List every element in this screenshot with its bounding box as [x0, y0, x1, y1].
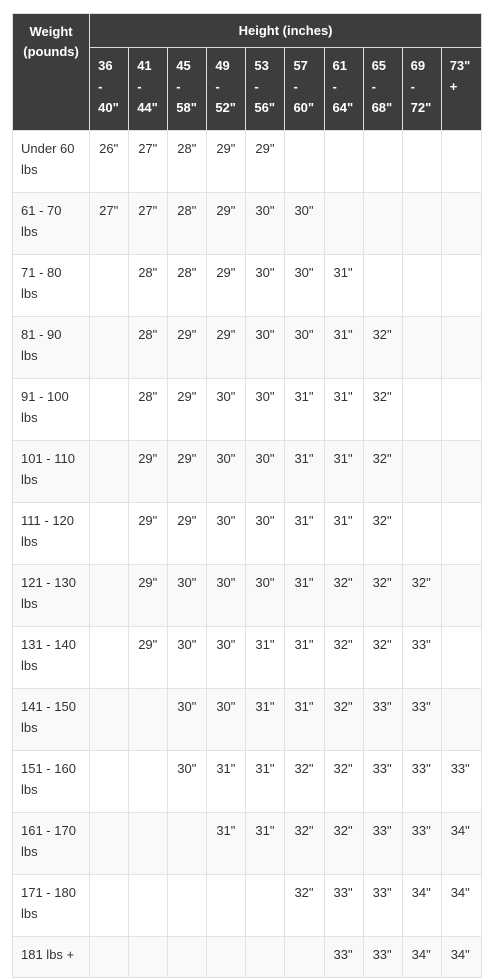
- bat-length-cell: 32": [324, 813, 363, 875]
- bat-length-cell: 31": [324, 317, 363, 379]
- weight-range-cell: 101 - 110 lbs: [13, 441, 90, 503]
- bat-length-cell: 32": [285, 813, 324, 875]
- bat-length-cell: 31": [207, 813, 246, 875]
- weight-range-cell: 91 - 100 lbs: [13, 379, 90, 441]
- bat-length-cell: [90, 503, 129, 565]
- bat-length-cell: 28": [168, 255, 207, 317]
- bat-length-cell: 29": [129, 627, 168, 689]
- bat-length-cell: [246, 937, 285, 978]
- bat-length-cell: 30": [207, 379, 246, 441]
- bat-length-cell: 30": [207, 689, 246, 751]
- bat-length-cell: 29": [168, 379, 207, 441]
- bat-length-cell: 33": [402, 689, 441, 751]
- bat-length-cell: [402, 441, 441, 503]
- bat-length-cell: 28": [168, 193, 207, 255]
- height-range-header: 36 - 40": [90, 48, 129, 131]
- weight-range-cell: 181 lbs +: [13, 937, 90, 978]
- bat-length-cell: 34": [402, 875, 441, 937]
- bat-length-cell: 29": [207, 131, 246, 193]
- weight-range-cell: Under 60 lbs: [13, 131, 90, 193]
- bat-length-cell: 32": [402, 565, 441, 627]
- bat-length-cell: 27": [129, 193, 168, 255]
- bat-length-cell: [129, 875, 168, 937]
- weight-range-cell: 151 - 160 lbs: [13, 751, 90, 813]
- bat-length-cell: 31": [285, 689, 324, 751]
- bat-length-cell: 32": [363, 565, 402, 627]
- bat-length-cell: 30": [207, 627, 246, 689]
- height-range-header: 61 - 64": [324, 48, 363, 131]
- bat-length-cell: [402, 193, 441, 255]
- height-range-header: 41 - 44": [129, 48, 168, 131]
- table-row: [13, 875, 482, 937]
- bat-length-cell: 33": [324, 937, 363, 978]
- table-row: [13, 503, 482, 565]
- bat-length-cell: [90, 937, 129, 978]
- height-range-header: 65 - 68": [363, 48, 402, 131]
- bat-length-cell: 33": [363, 937, 402, 978]
- bat-length-cell: [90, 689, 129, 751]
- bat-length-cell: [90, 441, 129, 503]
- bat-length-cell: 32": [363, 317, 402, 379]
- bat-length-cell: 29": [207, 193, 246, 255]
- bat-length-cell: 32": [363, 503, 402, 565]
- bat-length-cell: 32": [363, 627, 402, 689]
- weight-range-cell: 141 - 150 lbs: [13, 689, 90, 751]
- bat-length-cell: [363, 131, 402, 193]
- bat-length-cell: 30": [168, 689, 207, 751]
- bat-length-cell: 33": [363, 751, 402, 813]
- weight-range-cell: 111 - 120 lbs: [13, 503, 90, 565]
- bat-length-cell: [441, 627, 481, 689]
- bat-length-cell: [441, 379, 481, 441]
- bat-length-cell: [168, 937, 207, 978]
- bat-length-cell: 29": [207, 317, 246, 379]
- bat-length-cell: 34": [441, 875, 481, 937]
- bat-length-cell: 34": [441, 813, 481, 875]
- bat-length-cell: [324, 193, 363, 255]
- bat-length-cell: [285, 131, 324, 193]
- bat-length-cell: 31": [324, 503, 363, 565]
- bat-length-cell: [168, 875, 207, 937]
- bat-length-cell: 31": [285, 503, 324, 565]
- bat-length-cell: 29": [129, 503, 168, 565]
- table-row: [13, 751, 482, 813]
- bat-length-cell: [363, 255, 402, 317]
- bat-length-cell: [441, 565, 481, 627]
- table-row: [13, 689, 482, 751]
- weight-range-cell: 81 - 90 lbs: [13, 317, 90, 379]
- bat-length-cell: 33": [363, 813, 402, 875]
- bat-length-cell: 32": [324, 565, 363, 627]
- weight-range-cell: 61 - 70 lbs: [13, 193, 90, 255]
- bat-length-cell: 34": [402, 937, 441, 978]
- bat-length-cell: 30": [207, 441, 246, 503]
- bat-length-cell: 29": [246, 131, 285, 193]
- table-header: [13, 14, 482, 131]
- bat-length-cell: 32": [324, 751, 363, 813]
- bat-length-cell: [441, 317, 481, 379]
- bat-length-cell: 31": [285, 441, 324, 503]
- table-row: [13, 193, 482, 255]
- bat-length-cell: 31": [285, 565, 324, 627]
- bat-length-cell: 33": [441, 751, 481, 813]
- table-row: [13, 131, 482, 193]
- bat-length-cell: 31": [285, 627, 324, 689]
- bat-length-cell: [90, 379, 129, 441]
- bat-length-cell: 30": [285, 317, 324, 379]
- height-column-group-header: Height (inches): [90, 14, 482, 48]
- bat-length-cell: [246, 875, 285, 937]
- bat-length-cell: 33": [402, 751, 441, 813]
- bat-length-cell: [285, 937, 324, 978]
- bat-length-cell: 30": [246, 379, 285, 441]
- bat-length-cell: 28": [129, 317, 168, 379]
- bat-length-cell: [129, 813, 168, 875]
- bat-length-cell: [441, 255, 481, 317]
- weight-column-header: Weight (pounds): [13, 14, 90, 131]
- bat-length-cell: [441, 131, 481, 193]
- bat-length-cell: 32": [285, 875, 324, 937]
- bat-length-cell: 34": [441, 937, 481, 978]
- bat-length-cell: 31": [246, 627, 285, 689]
- bat-length-cell: 32": [324, 627, 363, 689]
- table-body: [13, 131, 482, 978]
- bat-length-cell: [363, 193, 402, 255]
- bat-length-cell: 30": [285, 193, 324, 255]
- table-row: [13, 813, 482, 875]
- bat-length-cell: 33": [402, 813, 441, 875]
- bat-length-cell: [129, 751, 168, 813]
- bat-length-cell: 30": [246, 193, 285, 255]
- bat-length-cell: [441, 503, 481, 565]
- bat-length-cell: 33": [324, 875, 363, 937]
- size-chart: [12, 13, 482, 978]
- bat-length-cell: 31": [246, 751, 285, 813]
- bat-length-cell: 29": [207, 255, 246, 317]
- bat-length-cell: [90, 813, 129, 875]
- bat-length-cell: [207, 875, 246, 937]
- bat-length-cell: 32": [285, 751, 324, 813]
- bat-length-cell: [90, 317, 129, 379]
- bat-length-cell: 30": [246, 565, 285, 627]
- bat-length-cell: 32": [363, 441, 402, 503]
- bat-length-cell: 29": [168, 317, 207, 379]
- bat-length-cell: 30": [168, 565, 207, 627]
- table-row: [13, 317, 482, 379]
- bat-length-cell: 31": [324, 441, 363, 503]
- table-row: [13, 937, 482, 978]
- bat-length-cell: 29": [129, 441, 168, 503]
- bat-length-cell: 30": [246, 255, 285, 317]
- bat-length-cell: [441, 441, 481, 503]
- bat-length-cell: 30": [207, 565, 246, 627]
- height-range-header: 69 - 72": [402, 48, 441, 131]
- size-chart-table: [12, 13, 482, 978]
- bat-length-cell: [90, 751, 129, 813]
- bat-length-cell: 31": [324, 379, 363, 441]
- bat-length-cell: 30": [168, 751, 207, 813]
- bat-length-cell: 28": [168, 131, 207, 193]
- bat-length-cell: 28": [129, 379, 168, 441]
- bat-length-cell: 31": [246, 813, 285, 875]
- bat-length-cell: 30": [285, 255, 324, 317]
- height-range-header: 53 - 56": [246, 48, 285, 131]
- bat-length-cell: 31": [285, 379, 324, 441]
- bat-length-cell: [168, 813, 207, 875]
- table-row: [13, 255, 482, 317]
- bat-length-cell: [129, 937, 168, 978]
- bat-length-cell: 27": [129, 131, 168, 193]
- height-range-header: 57 - 60": [285, 48, 324, 131]
- weight-range-cell: 121 - 130 lbs: [13, 565, 90, 627]
- bat-length-cell: 32": [363, 379, 402, 441]
- bat-length-cell: [207, 937, 246, 978]
- bat-length-cell: 30": [168, 627, 207, 689]
- bat-length-cell: [441, 193, 481, 255]
- bat-length-cell: 33": [363, 875, 402, 937]
- height-range-header: 73" +: [441, 48, 481, 131]
- bat-length-cell: [129, 689, 168, 751]
- bat-length-cell: 30": [207, 503, 246, 565]
- bat-length-cell: [90, 875, 129, 937]
- weight-range-cell: 71 - 80 lbs: [13, 255, 90, 317]
- bat-length-cell: 27": [90, 193, 129, 255]
- weight-range-cell: 161 - 170 lbs: [13, 813, 90, 875]
- bat-length-cell: 30": [246, 441, 285, 503]
- bat-length-cell: 30": [246, 503, 285, 565]
- table-row: [13, 565, 482, 627]
- bat-length-cell: 29": [168, 503, 207, 565]
- bat-length-cell: [90, 255, 129, 317]
- bat-length-cell: [90, 565, 129, 627]
- bat-length-cell: [324, 131, 363, 193]
- header-row-top: [13, 14, 482, 48]
- bat-length-cell: 31": [324, 255, 363, 317]
- bat-length-cell: [441, 689, 481, 751]
- table-row: [13, 441, 482, 503]
- bat-length-cell: 26": [90, 131, 129, 193]
- bat-length-cell: [90, 627, 129, 689]
- bat-length-cell: 29": [168, 441, 207, 503]
- bat-length-cell: [402, 131, 441, 193]
- bat-length-cell: [402, 379, 441, 441]
- bat-length-cell: 31": [246, 689, 285, 751]
- table-row: [13, 379, 482, 441]
- weight-range-cell: 131 - 140 lbs: [13, 627, 90, 689]
- bat-length-cell: 28": [129, 255, 168, 317]
- bat-length-cell: [402, 503, 441, 565]
- bat-length-cell: 33": [363, 689, 402, 751]
- bat-length-cell: 33": [402, 627, 441, 689]
- bat-length-cell: 30": [246, 317, 285, 379]
- height-range-header: 49 - 52": [207, 48, 246, 131]
- weight-range-cell: 171 - 180 lbs: [13, 875, 90, 937]
- table-row: [13, 627, 482, 689]
- bat-length-cell: 32": [324, 689, 363, 751]
- height-range-header: 45 - 58": [168, 48, 207, 131]
- bat-length-cell: [402, 255, 441, 317]
- bat-length-cell: 31": [207, 751, 246, 813]
- bat-length-cell: 29": [129, 565, 168, 627]
- bat-length-cell: [402, 317, 441, 379]
